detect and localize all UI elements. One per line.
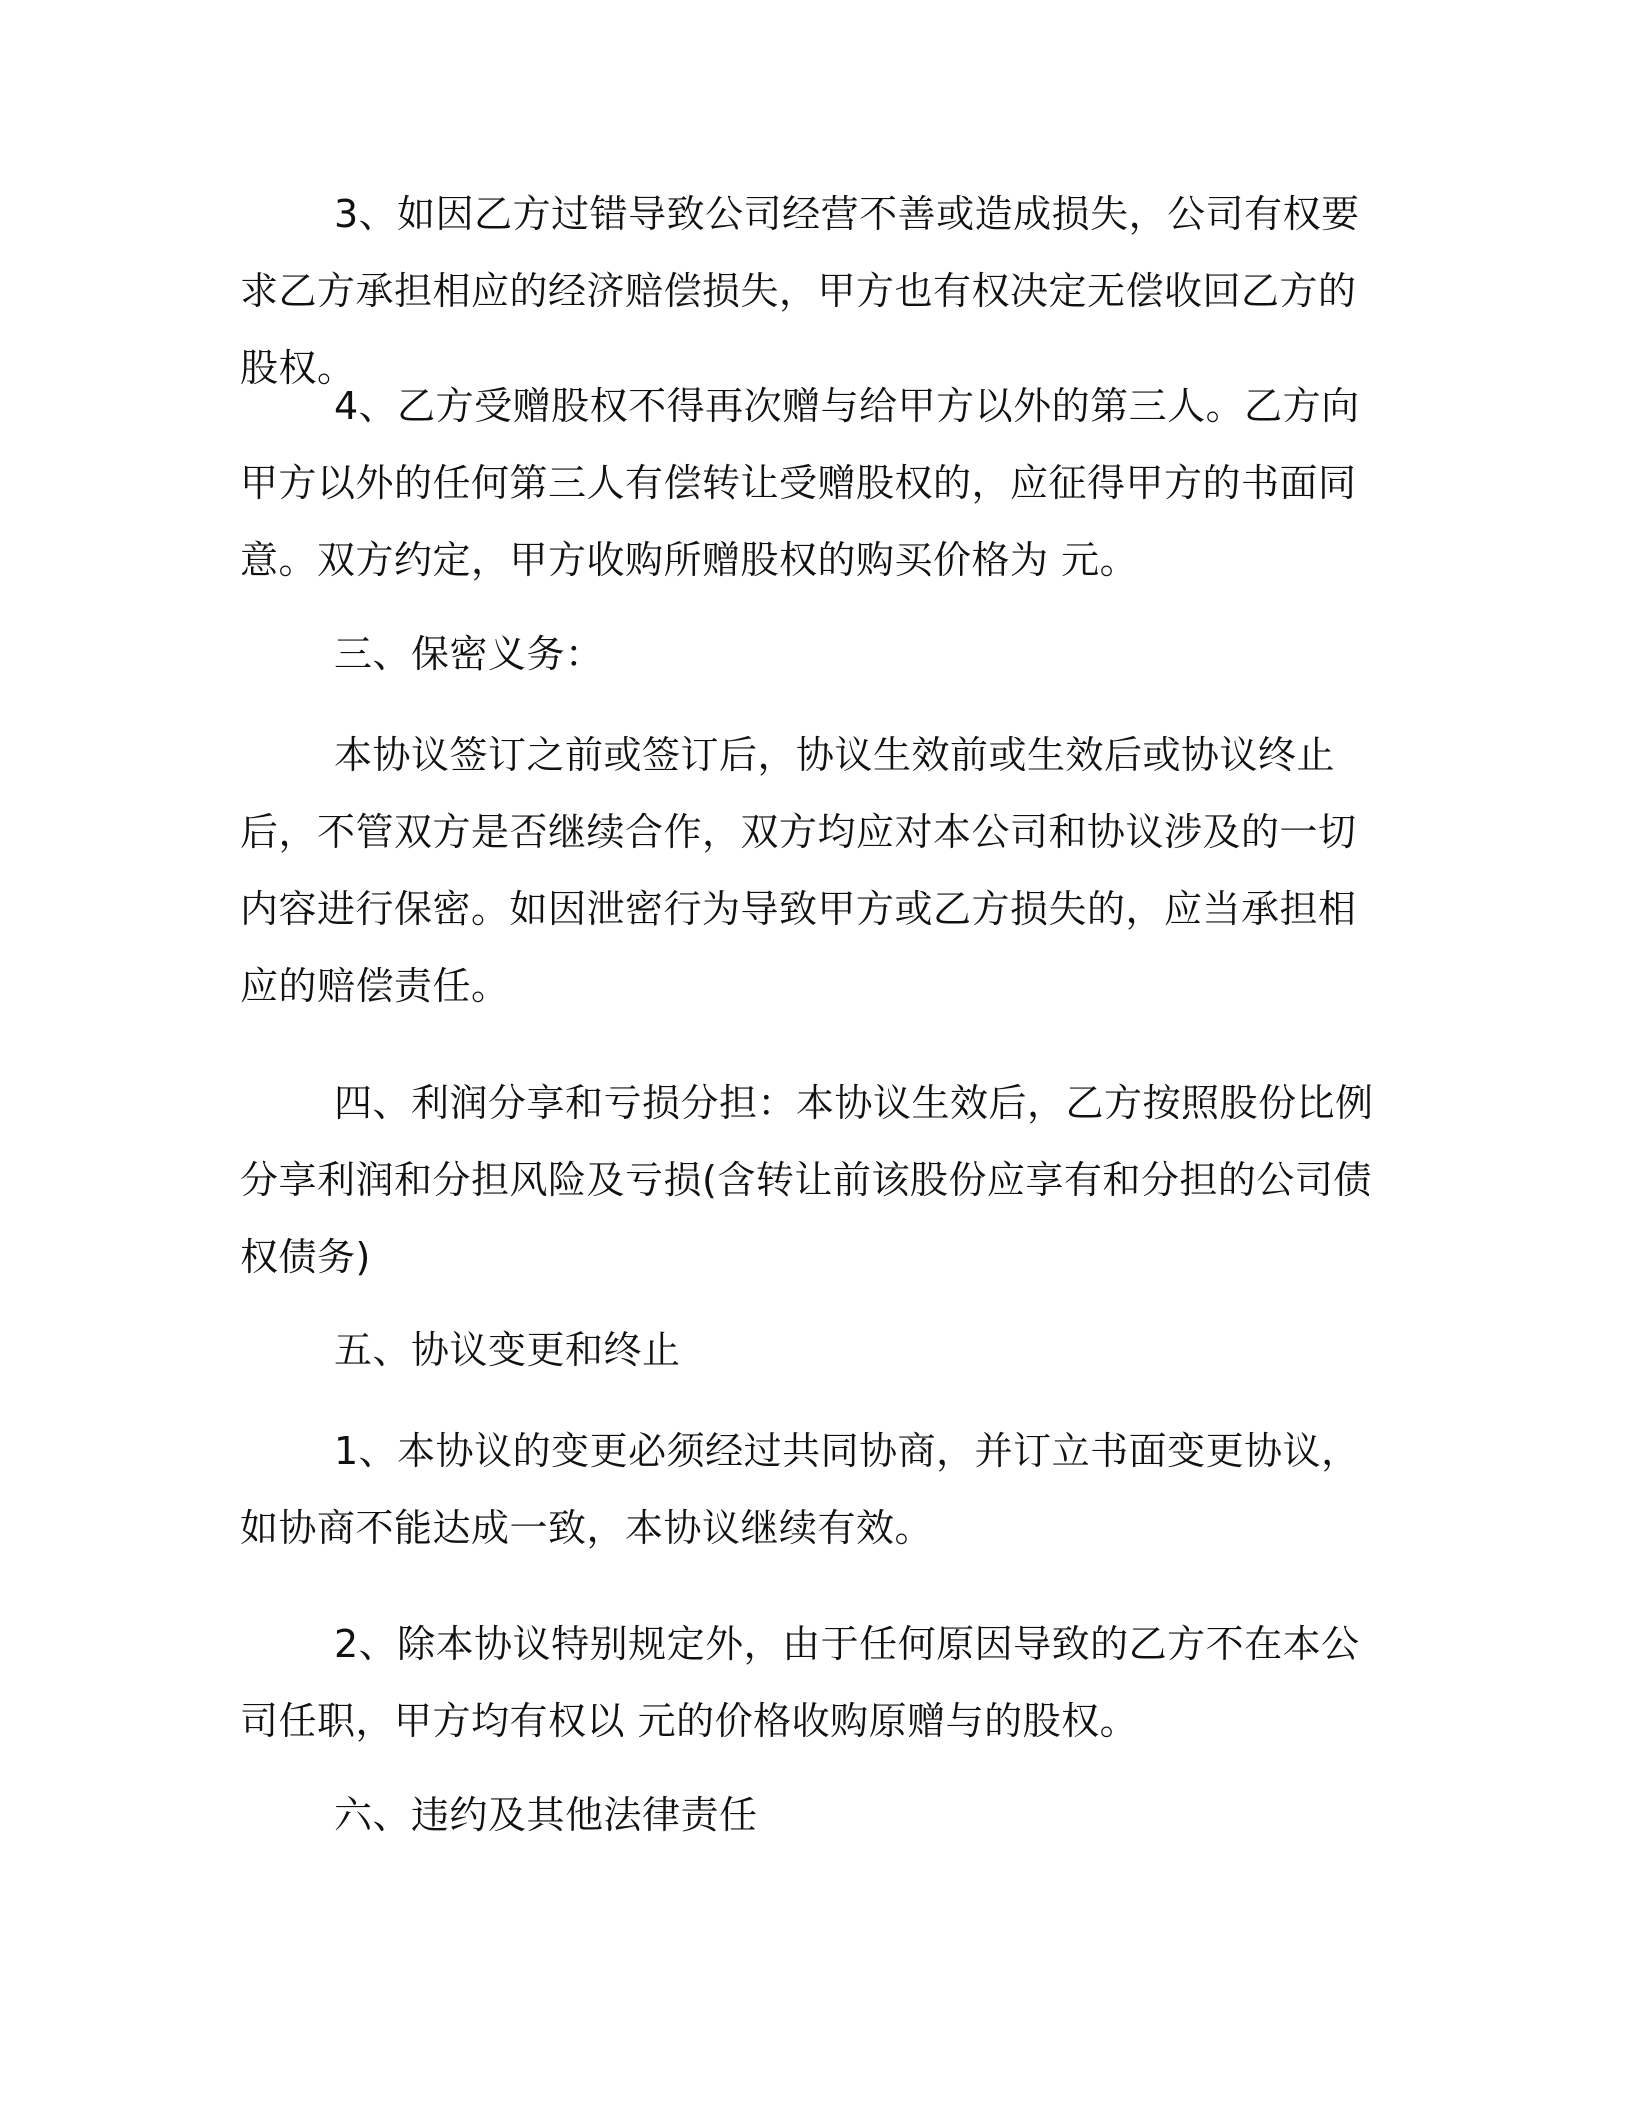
clause-5-2-paragraph: 2、除本协议特别规定外，由于任何原因导致的乙方不在本公司任职，甲方均有权以 元的价格收购原赠与的股权。 [240,1622,1360,1743]
section-3-heading: 三、保密义务： [334,632,604,676]
clause-3-paragraph: 3、如因乙方过错导致公司经营不善或造成损失，公司有权要求乙方承担相应的经济赔偿损失，甲方也有权决定无偿收回乙方的股权。 [240,192,1360,390]
clause-5-1-paragraph: 1、本协议的变更必须经过共同协商，并订立书面变更协议，如协商不能达成一致，本协议继续有效。 [240,1429,1360,1550]
confidentiality-paragraph: 本协议签订之前或签订后，协议生效前或生效后或协议终止后，不管双方是否继续合作，双方均应对本公司和协议涉及的一切内容进行保密。如因泄密行为导致甲方或乙方损失的，应当承担相应的赔偿责任。 [240,733,1357,1008]
section-6-heading: 六、违约及其他法律责任 [334,1793,758,1837]
clause-4-paragraph: 4、乙方受赠股权不得再次赠与给甲方以外的第三人。乙方向甲方以外的任何第三人有偿转让受赠股权的，应征得甲方的书面同意。双方约定，甲方收购所赠股权的购买价格为 元。 [240,384,1360,582]
section-5-heading: 五、协议变更和终止 [334,1328,681,1372]
section-4-paragraph: 四、利润分享和亏损分担：本协议生效后，乙方按照股份比例分享利润和分担风险及亏损(含转让前该股份应享有和分担的公司债权债务) [240,1081,1374,1279]
